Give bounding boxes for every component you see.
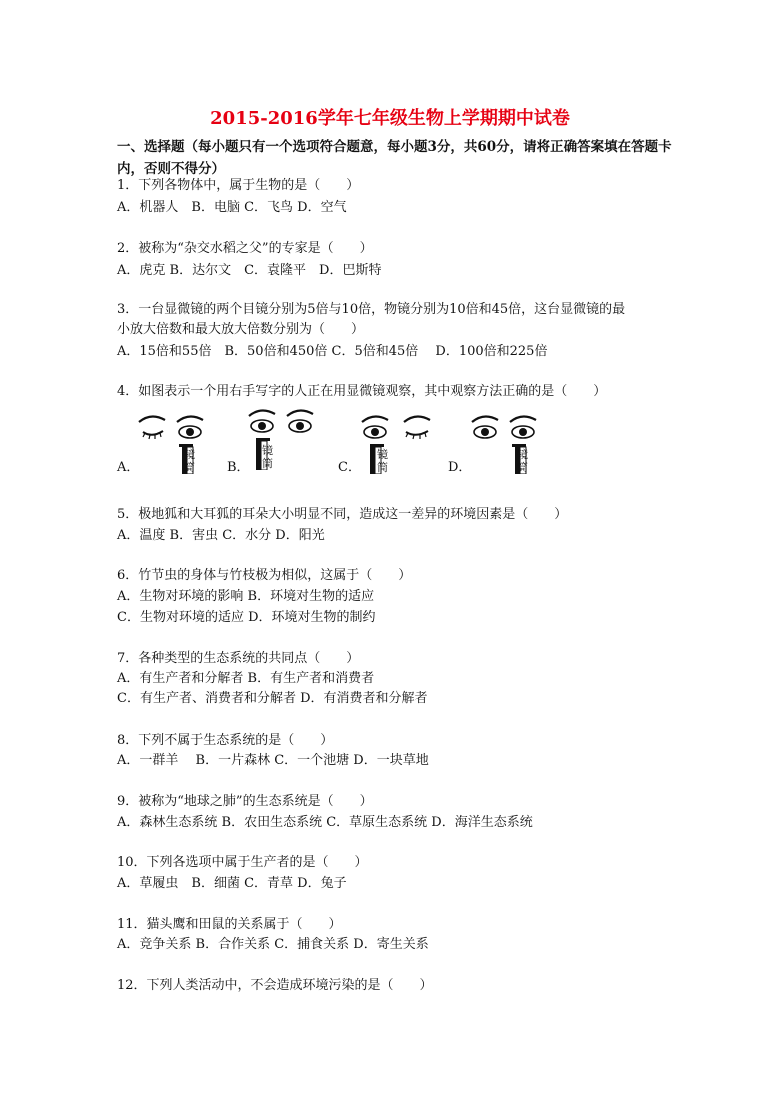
- section-heading: 一、选择题（每小题只有一个选项符合题意，每小题3分，共60分，请将正确答案填在答题卡内，否则不得分）: [117, 139, 672, 177]
- question-stem: 1．下列各物体中，属于生物的是（ ）: [117, 178, 360, 193]
- question-stem: 12．下列人类活动中，不会造成环境污染的是（ ）: [117, 978, 433, 993]
- question-options: A．生物对环境的影响 B．环境对生物的适应: [117, 589, 375, 604]
- tube-label: 镜 筒: [184, 448, 195, 474]
- figure-a-left-eye-closed: [137, 408, 207, 474]
- question-stem: 3．一台显微镜的两个目镜分别为5倍与10倍，物镜分别为10倍和45倍，这台显微镜的最: [117, 302, 626, 317]
- figure-c-right-eye-closed: [360, 408, 440, 474]
- tube-label: 镜 筒: [262, 444, 273, 470]
- tube-label: 镜 筒: [377, 448, 388, 474]
- question-options: A．机器人 B．电脑 C．飞鸟 D．空气: [117, 200, 347, 215]
- question-stem: 11．猫头鹰和田鼠的关系属于（ ）: [117, 917, 342, 932]
- question-options: A．竞争关系 B．合作关系 C．捕食关系 D．寄生关系: [117, 937, 429, 952]
- question-stem: 2．被称为“杂交水稻之父”的专家是（ ）: [117, 241, 373, 256]
- figure-label-a: A．: [117, 460, 140, 475]
- figure-d-both-eyes-open: [470, 408, 540, 474]
- figure-label-d: D．: [448, 460, 472, 475]
- question-options: A．森林生态系统 B．农田生态系统 C．草原生态系统 D．海洋生态系统: [117, 815, 533, 830]
- question-stem: 9．被称为“地球之肺”的生态系统是（ ）: [117, 794, 373, 809]
- figure-b-right-eye-closed: [247, 404, 317, 470]
- question-stem: 10．下列各选项中属于生产者的是（ ）: [117, 855, 368, 870]
- question-stem: 7．各种类型的生态系统的共同点（ ）: [117, 651, 360, 666]
- question-options: C．生物对环境的适应 D．环境对生物的制约: [117, 610, 376, 625]
- figure-label-c: C．: [338, 460, 361, 475]
- question-options: A．一群羊 B．一片森林 C．一个池塘 D．一块草地: [117, 753, 429, 768]
- question-options: A．草履虫 B．细菌 C．青草 D．兔子: [117, 876, 347, 891]
- question-options: A．虎克 B．达尔文 C．袁隆平 D．巴斯特: [117, 263, 382, 278]
- question-stem: 6．竹节虫的身体与竹枝极为相似，这属于（ ）: [117, 568, 412, 583]
- figure-label-b: B．: [227, 460, 250, 475]
- question-options: A．温度 B．害虫 C．水分 D．阳光: [117, 528, 325, 543]
- page-title: 2015-2016学年七年级生物上学期期中试卷: [210, 108, 570, 129]
- question-options: A．15倍和55倍 B．50倍和450倍 C．5倍和45倍 D．100倍和225倍: [117, 344, 548, 359]
- question-stem-continued: 小放大倍数和最大放大倍数分别为（ ）: [117, 322, 365, 337]
- question-options: C．有生产者、消费者和分解者 D．有消费者和分解者: [117, 691, 428, 706]
- question-stem: 4．如图表示一个用右手写字的人正在用显微镜观察，其中观察方法正确的是（ ）: [117, 384, 607, 399]
- question-stem: 8．下列不属于生态系统的是（ ）: [117, 733, 334, 748]
- tube-label: 镜 筒: [517, 448, 528, 474]
- question-stem: 5．极地狐和大耳狐的耳朵大小明显不同，造成这一差异的环境因素是（ ）: [117, 507, 568, 522]
- question-options: A．有生产者和分解者 B．有生产者和消费者: [117, 671, 375, 686]
